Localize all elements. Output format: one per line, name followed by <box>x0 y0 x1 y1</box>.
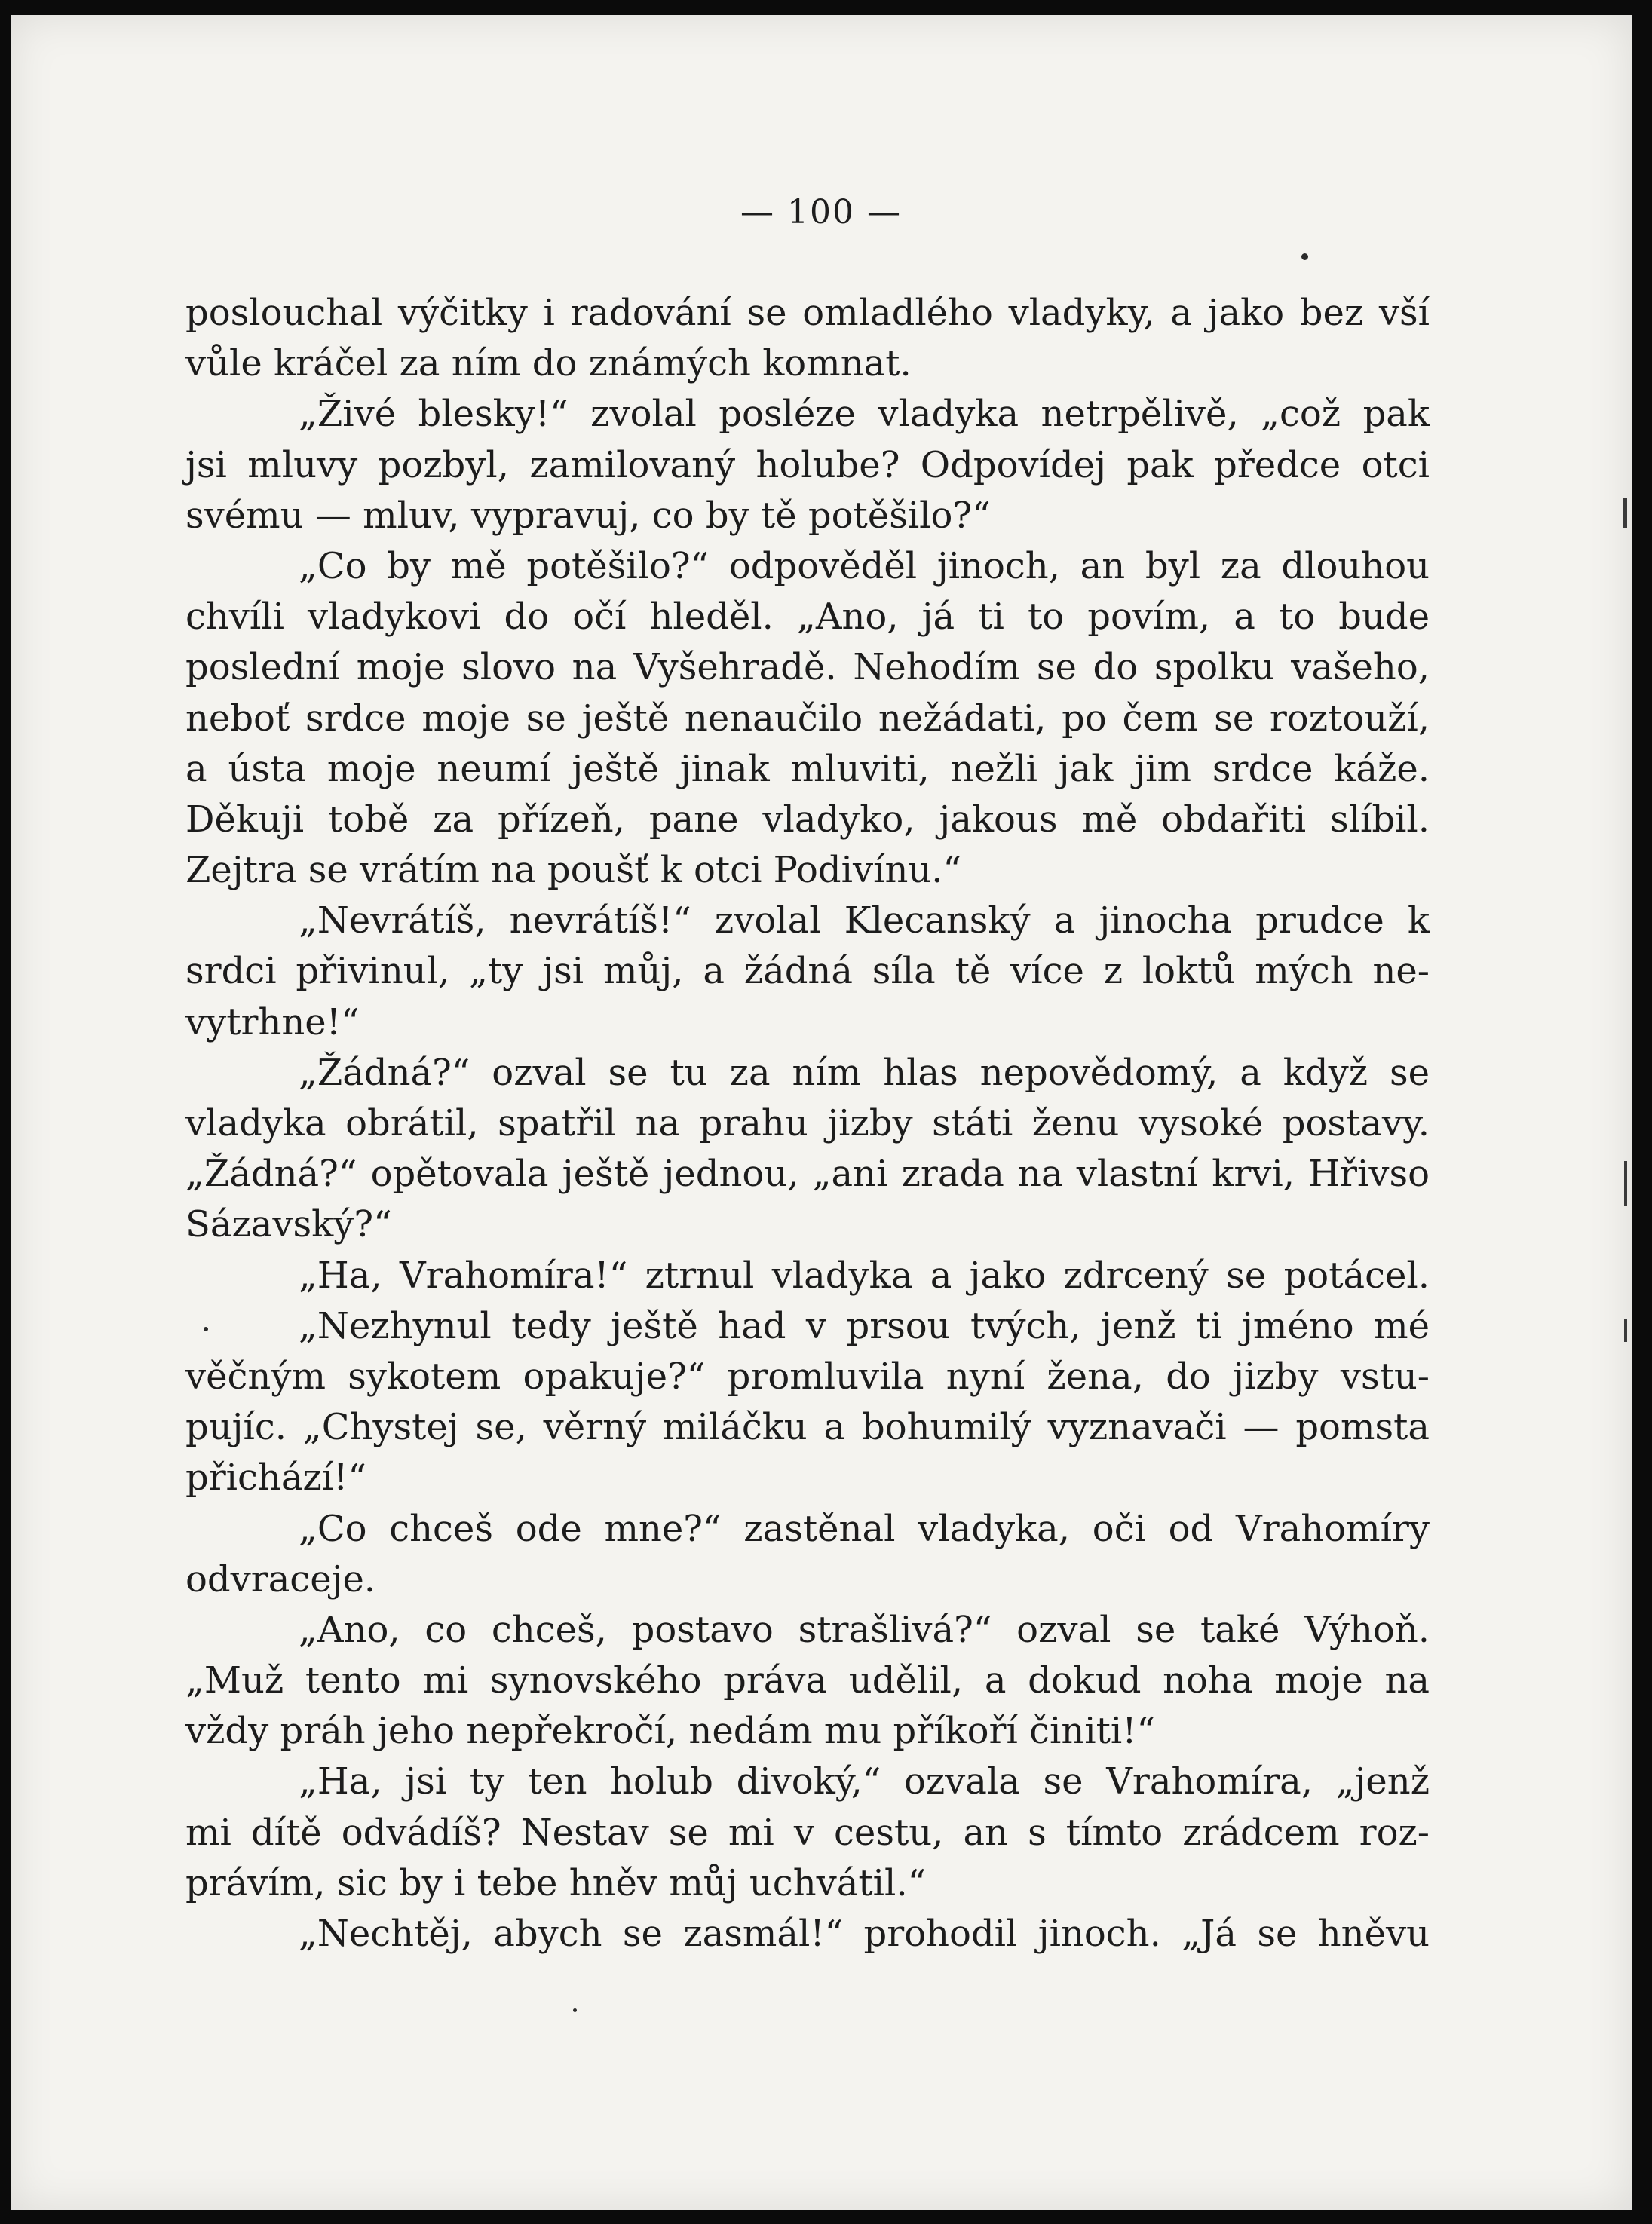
edge-mark <box>1624 1319 1627 1342</box>
text-line: odvraceje. <box>185 1558 376 1601</box>
ink-speck <box>1301 253 1308 260</box>
text-line: „Žádná?“ opětovala ještě jednou, „ani zrada na vlastní krvi, Hřivso <box>185 1153 1430 1196</box>
text-line: přichází!“ <box>185 1457 366 1500</box>
text-line: jsi mluvy pozbyl, zamilovaný holube? Odpovídej pak předce otci <box>185 443 1430 486</box>
text-line: vytrhne!“ <box>185 1000 360 1043</box>
text-line: Děkuji tobě za přízeň, pane vladyko, jakous mě obdařiti slíbil. <box>185 798 1430 841</box>
text-line: poslední moje slovo na Vyšehradě. Nehodím se do spolku vašeho, <box>185 646 1430 689</box>
text-line: „Nevrátíš, nevrátíš!“ zvolal Klecanský a jinocha prudce k <box>299 899 1430 942</box>
text-line: svému — mluv, vypravuj, co by tě potěšilo?“ <box>185 494 991 537</box>
body-text <box>185 288 1430 1959</box>
text-line: pujíc. „Chystej se, věrný miláčku a bohumilý vyznavači — pomsta <box>185 1406 1430 1449</box>
text-line: vždy práh jeho nepřekročí, nedám mu příkoří činiti!“ <box>185 1710 1156 1753</box>
text-line: „Nezhynul tedy ještě had v prsou tvých, jenž ti jméno mé <box>299 1304 1430 1347</box>
text-line: „Co chceš ode mne?“ zastěnal vladyka, oči od Vrahomíry <box>299 1507 1430 1550</box>
text-line: „Ano, co chceš, postavo strašlivá?“ ozval se také Výhoň. <box>299 1608 1430 1651</box>
text-line: srdci přivinul, „ty jsi můj, a žádná síla tě více z loktů mých ne- <box>185 950 1430 993</box>
text-line: právím, sic by i tebe hněv můj uchvátil.“ <box>185 1861 927 1904</box>
book-page <box>11 15 1632 2210</box>
text-line: poslouchal výčitky i radování se omladlého vladyky, a jako bez vší <box>185 292 1430 334</box>
edge-mark <box>1623 498 1627 528</box>
text-line: „Muž tento mi synovského práva udělil, a dokud noha moje na <box>185 1659 1430 1702</box>
text-line: vůle kráčel za ním do známých komnat. <box>185 342 912 385</box>
text-line: „Živé blesky!“ zvolal posléze vladyka netrpělivě, „což pak <box>299 393 1430 436</box>
text-line: „Žádná?“ ozval se tu za ním hlas nepovědomý, a když se <box>299 1051 1430 1094</box>
ink-speck <box>204 1327 208 1331</box>
text-line: a ústa moje neumí ještě jinak mluviti, nežli jak jim srdce káže. <box>185 747 1430 790</box>
text-line: „Nechtěj, abych se zasmál!“ prohodil jinoch. „Já se hněvu <box>299 1913 1430 1955</box>
text-line: mi dítě odvádíš? Nestav se mi v cestu, an s tímto zrádcem roz- <box>185 1811 1430 1854</box>
ink-speck <box>573 2008 577 2012</box>
text-line: vladyka obrátil, spatřil na prahu jizby státi ženu vysoké postavy. <box>185 1102 1430 1144</box>
text-line: „Ha, Vrahomíra!“ ztrnul vladyka a jako zdrcený se potácel. <box>299 1254 1430 1297</box>
text-line: věčným sykotem opakuje?“ promluvila nyní žena, do jizby vstu- <box>185 1355 1430 1398</box>
text-line: chvíli vladykovi do očí hleděl. „Ano, já ti to povím, a to bude <box>185 596 1430 639</box>
edge-mark <box>1624 1161 1627 1206</box>
text-line: Sázavský?“ <box>185 1203 392 1246</box>
text-line: „Ha, jsi ty ten holub divoký,“ ozvala se Vrahomíra, „jenž <box>299 1760 1430 1803</box>
text-line: Zejtra se vrátím na poušť k otci Podivínu.“ <box>185 849 962 892</box>
text-line: „Co by mě potěšilo?“ odpověděl jinoch, an byl za dlouhou <box>299 544 1430 587</box>
page-number: — 100 — <box>740 193 902 231</box>
text-line: neboť srdce moje se ještě nenaučilo nežádati, po čem se roztouží, <box>185 697 1430 740</box>
